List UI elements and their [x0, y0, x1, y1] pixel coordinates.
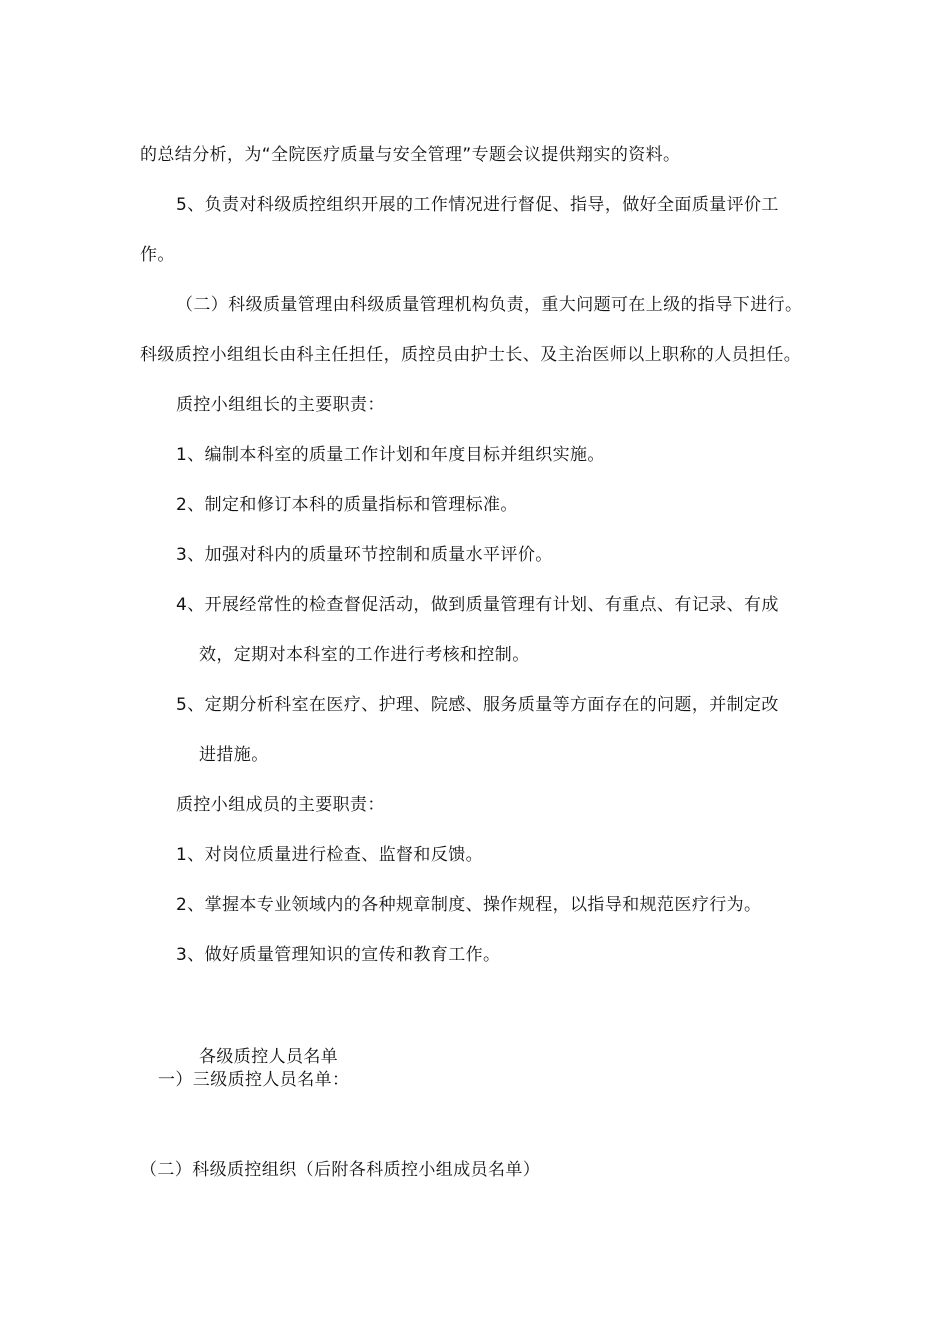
list-item: 1、编制本科室的质量工作计划和年度目标并组织实施。 [176, 445, 605, 465]
list-item: 1、对岗位质量进行检查、监督和反馈。 [176, 845, 484, 865]
text-line: 的总结分析，为“全院医疗质量与安全管理”专题会议提供翔实的资料。 [140, 145, 681, 165]
list-item: 2、制定和修订本科的质量指标和管理标准。 [176, 495, 518, 515]
list-item: 2、掌握本专业领域内的各种规章制度、操作规程，以指导和规范医疗行为。 [176, 895, 762, 915]
list-item: 4、开展经常性的检查督促活动，做到质量管理有计划、有重点、有记录、有成 [176, 595, 779, 615]
list-item-continuation: 效，定期对本科室的工作进行考核和控制。 [199, 645, 530, 665]
section-title: 各级质控人员名单 [199, 1047, 339, 1067]
section-heading: 一）三级质控人员名单： [158, 1070, 350, 1090]
list-item: 5、定期分析科室在医疗、护理、院感、服务质量等方面存在的问题，并制定改 [176, 695, 779, 715]
subheading: 质控小组成员的主要职责： [176, 795, 385, 815]
subheading: 质控小组组长的主要职责： [176, 395, 385, 415]
list-item-continuation: 进措施。 [199, 745, 269, 765]
section-heading: （二）科级质控组织（后附各科质控小组成员名单） [140, 1160, 541, 1180]
section-heading: （二）科级质量管理由科级质量管理机构负责，重大问题可在上级的指导下进行。 [176, 295, 803, 315]
text-line: 科级质控小组组长由科主任担任，质控员由护士长、及主治医师以上职称的人员担任。 [140, 345, 802, 365]
text-line: 作。 [140, 245, 175, 265]
text-line: 5、负责对科级质控组织开展的工作情况进行督促、指导，做好全面质量评价工 [176, 195, 779, 215]
list-item: 3、做好质量管理知识的宣传和教育工作。 [176, 945, 501, 965]
list-item: 3、加强对科内的质量环节控制和质量水平评价。 [176, 545, 553, 565]
